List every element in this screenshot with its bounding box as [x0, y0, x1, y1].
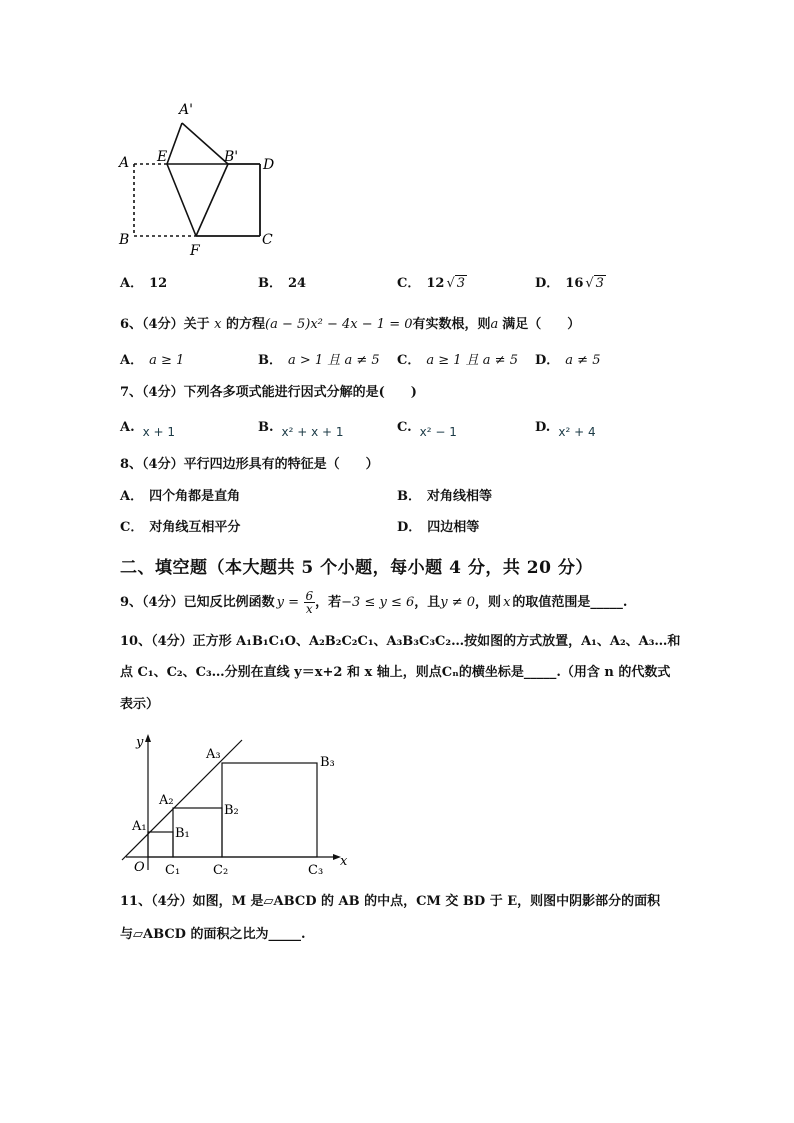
y-axis-arrow-icon: [145, 734, 151, 742]
label-a3: A₃: [206, 747, 221, 762]
label-a-prime: A': [179, 102, 193, 118]
label-b3: B₃: [320, 755, 335, 770]
q11-line-2: 与▱ABCD 的面积之比为_____.: [120, 927, 306, 942]
label-c2: C₂: [213, 863, 229, 878]
q8-option-b[interactable]: [397, 488, 492, 506]
label-c3: C₃: [308, 863, 324, 878]
q9-mid2: ，且: [414, 595, 441, 610]
option-text: x² + 4: [558, 425, 596, 439]
segment-a-prime-b-prime: [182, 123, 228, 164]
q10-line-2: 点 C₁、C₂、C₃…分别在直线 y＝x+2 和 x 轴上，则点Cₙ的横坐标是_____.（用含 n 的代数式: [120, 665, 671, 680]
figure-q5: [112, 95, 287, 260]
q9-fraction: [304, 590, 316, 615]
q9-cond: y ≠ 0: [440, 595, 476, 610]
q8-option-d[interactable]: [397, 519, 479, 537]
option-letter: D.: [535, 420, 551, 435]
label-b: B: [119, 232, 130, 248]
option-text: 16: [565, 276, 584, 291]
option-text: 12: [426, 276, 445, 291]
option-letter: D．: [535, 276, 560, 291]
q8-stem: 8、（4分）平行四边形具有的特征是（ ）: [120, 457, 379, 472]
q6-equation: (a − 5)x² − 4x − 1 = 0: [265, 317, 413, 332]
fraction-denominator: x: [305, 602, 313, 616]
square-1: [148, 832, 173, 857]
radical-value: 3: [595, 276, 604, 291]
sqrt-icon: √: [585, 276, 594, 291]
q6-stem: [120, 316, 580, 334]
q5-option-c[interactable]: [397, 275, 467, 293]
q8-option-a[interactable]: [120, 488, 240, 506]
section-2-title: 二、填空题（本大题共 5 个小题，每小题 4 分，共 20 分）: [120, 558, 593, 578]
label-x: x: [340, 854, 348, 869]
q6-option-b[interactable]: [258, 352, 380, 370]
label-a2: A₂: [159, 793, 174, 808]
q6-mid2: 有实数根，则: [412, 317, 491, 332]
q5-option-d[interactable]: [535, 275, 606, 293]
q7-option-c[interactable]: [397, 418, 457, 437]
segment-a-prime-e: [167, 123, 182, 164]
q6-option-c[interactable]: [397, 352, 518, 370]
option-text: a ≥ 1 且 a ≠ 5: [426, 353, 518, 368]
option-letter: C.: [397, 420, 412, 435]
option-text: 四个角都是直角: [149, 489, 241, 504]
option-letter: A.: [120, 420, 135, 435]
label-c: C: [262, 232, 273, 248]
label-e: E: [157, 149, 168, 165]
option-text: 四边相等: [427, 520, 480, 535]
q5-option-a[interactable]: [120, 275, 167, 293]
var-x: x: [503, 595, 511, 610]
q9-stem: [120, 590, 627, 615]
q7-option-a[interactable]: [120, 418, 175, 437]
option-letter: C．: [397, 276, 421, 291]
label-d: D: [263, 157, 275, 173]
option-text: x² + x + 1: [281, 425, 344, 439]
q9-mid3: ，则: [475, 595, 502, 610]
option-letter: B．: [258, 353, 282, 368]
q5-option-b[interactable]: [258, 275, 306, 293]
option-text: x² − 1: [419, 425, 457, 439]
option-text: x + 1: [142, 425, 176, 439]
fraction-numerator: 6: [305, 589, 314, 603]
q11-line-1: 11、（4分）如图，M 是▱ABCD 的 AB 的中点，CM 交 BD 于 E，则图中阴影部分的面积: [120, 894, 661, 909]
option-letter: C．: [397, 353, 421, 368]
label-o: O: [134, 860, 145, 875]
option-text: a > 1 且 a ≠ 5: [288, 353, 380, 368]
figure-q10: [112, 730, 362, 880]
line-y-eq-x-plus-2: [122, 740, 242, 860]
label-a: A: [119, 155, 130, 171]
option-text: 对角线相等: [427, 489, 493, 504]
q6-prefix: 6、（4分）关于: [120, 317, 210, 332]
option-text: a ≥ 1: [149, 353, 185, 368]
q9-suffix: 的取值范围是_____.: [512, 595, 628, 610]
option-text: a ≠ 5: [565, 353, 601, 368]
q8-option-c[interactable]: [120, 519, 240, 537]
label-c1: C₁: [165, 863, 181, 878]
label-a1: A₁: [132, 819, 147, 834]
label-y: y: [136, 735, 144, 750]
option-text: 对角线互相平分: [149, 520, 241, 535]
option-letter: A．: [120, 276, 144, 291]
label-b2: B₂: [224, 803, 239, 818]
option-letter: D．: [397, 520, 422, 535]
q7-option-d[interactable]: [535, 418, 596, 437]
option-text: 12: [149, 276, 168, 291]
q9-mid: ，若: [315, 595, 342, 610]
radical-value: 3: [456, 276, 466, 291]
label-b1: B₁: [175, 826, 190, 841]
segment-b-prime-f: [196, 164, 228, 236]
q9-range: −3 ≤ y ≤ 6: [341, 595, 415, 610]
segment-e-f: [167, 164, 196, 236]
q9-y-eq: y =: [276, 595, 299, 610]
var-a: a: [490, 317, 499, 332]
option-letter: A．: [120, 353, 144, 368]
option-letter: D．: [535, 353, 560, 368]
option-letter: B.: [258, 420, 274, 435]
q7-option-b[interactable]: [258, 418, 344, 437]
option-letter: B．: [258, 276, 282, 291]
q6-suffix: 满足（ ）: [502, 317, 581, 332]
option-letter: C．: [120, 520, 144, 535]
q6-option-d[interactable]: [535, 352, 600, 370]
q10-line-1: 10、（4分）正方形 A₁B₁C₁O、A₂B₂C₂C₁、A₃B₃C₃C₂…按如图的方式放置，A₁、A₂、A₃…和: [120, 634, 681, 649]
var-x: x: [214, 317, 222, 332]
option-letter: B．: [397, 489, 421, 504]
option-letter: A．: [120, 489, 144, 504]
q10-line-3: 表示）: [120, 697, 160, 712]
option-text: 24: [288, 276, 307, 291]
q6-mid: 的方程: [226, 317, 266, 332]
label-f: F: [190, 243, 200, 259]
q7-stem: 7、（4分）下列各多项式能进行因式分解的是( ): [120, 385, 417, 400]
sqrt-icon: √: [446, 276, 455, 291]
q6-option-a[interactable]: [120, 352, 184, 370]
q9-prefix: 9、（4分）已知反比例函数: [120, 595, 275, 610]
label-b-prime: B': [224, 149, 239, 165]
